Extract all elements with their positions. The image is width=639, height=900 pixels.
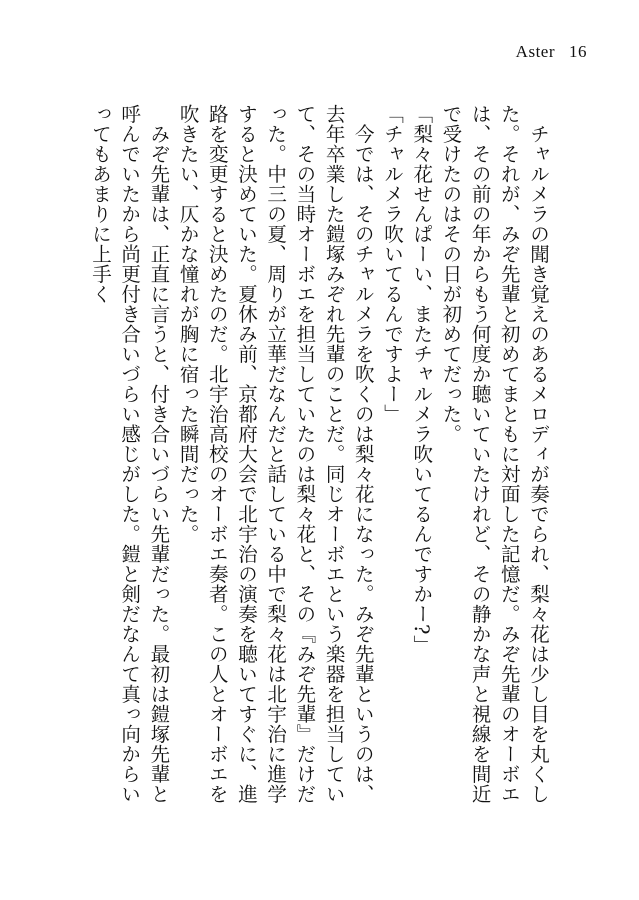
body-text [86, 104, 553, 804]
paragraph: 今では、そのチャルメラを吹くのは梨々花になった。みぞ先輩というのは、去年卒業した鎧塚みぞれ先輩のことだ。同じオーボエという楽器を担当していて、その当時オーボエを担当していたのは梨々花と、その『みぞ先輩』だけだった。中三の夏、周りが立華だなんだと話している中で梨々花は北宇治に進学すると決めていた。夏休み前、京都府大会で北宇治の演奏を聴いてすぐに、進路を変更すると決めたのだ。北宇治高校のオーボエ奏者。この人とオーボエを吹きたい、仄かな憧れが胸に宿った瞬間だった。 [176, 104, 375, 804]
page-header [516, 42, 587, 62]
paragraph: みぞ先輩は、正直に言うと、付き合いづらい先輩だった。最初は鎧塚先輩と呼んでいたから尚更付き合いづらい感じがした。鎧と剣だなんて真っ向からいってもあまりに上手く [88, 104, 171, 804]
running-title: Aster [515, 42, 555, 61]
page-number: 16 [569, 42, 587, 61]
dialogue-line: 「梨々花せんぱーい、またチャルメラ吹いてるんですかー?」 [410, 104, 434, 655]
paragraph: チャルメラの聞き覚えのあるメロディが奏でられ、梨々花は少し目を丸くした。それが、みぞ先輩と初めてまともに対面した記憶だ。みぞ先輩のオーボエは、その前の年からもう何度か聴いていたけれど、その静かな声と視線を間近で受けたのはその日が初めてだった。 [439, 104, 550, 804]
dialogue-line: 「チャルメラ吹いてるんですよー」 [380, 104, 404, 424]
